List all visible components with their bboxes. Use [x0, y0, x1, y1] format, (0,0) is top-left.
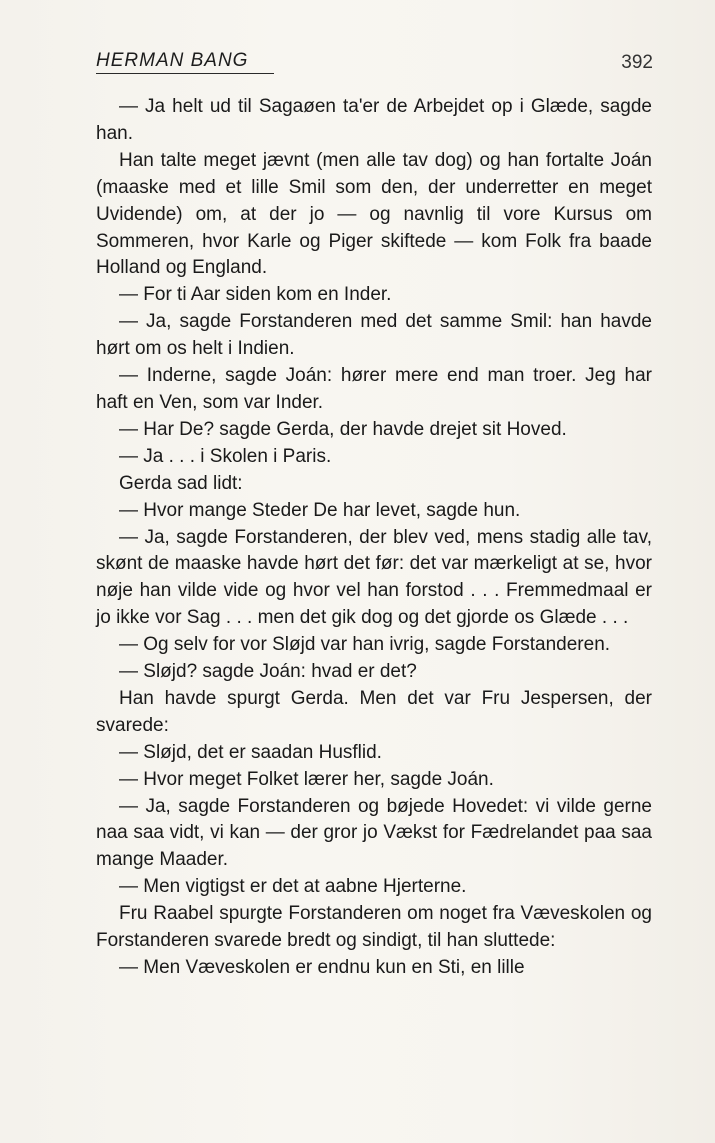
page-header — [96, 50, 653, 78]
paragraph: — Sløjd? sagde Joán: hvad er det? — [119, 661, 417, 683]
paragraph: — Ja, sagde Forstanderen med det samme Smil: han havde hørt om os helt i Indien. — [96, 311, 652, 360]
paragraph: — Ja, sagde Forstanderen og bøjede Hovedet: vi vilde gerne naa saa vidt, vi kan — der gror jo Vækst for Fædrelandet paa saa mange Maader. — [96, 795, 652, 871]
paragraph: — Har De? sagde Gerda, der havde drejet sit Hoved. — [119, 418, 567, 440]
paragraph: — Ja . . . i Skolen i Paris. — [119, 445, 332, 467]
paragraph: — Ja, sagde Forstanderen, der blev ved, mens stadig alle tav, skønt de maaske havde hørt det før: det var mærkeligt at se, hvor nøje han vilde vide og hvor vel han forstod . . . Fremmedmaal er jo ikke vor Sag . . . men det gik dog og det gjorde os Glæde . . . — [96, 526, 652, 629]
paragraph: — Men vigtigst er det at aabne Hjerterne. — [119, 876, 467, 898]
page-number: 392 — [621, 52, 653, 73]
paragraph: — Hvor mange Steder De har levet, sagde hun. — [119, 499, 521, 521]
paragraph: Han havde spurgt Gerda. Men det var Fru Jespersen, der svarede: — [96, 687, 652, 736]
paragraph: — Ja helt ud til Sagaøen ta'er de Arbejdet op i Glæde, sagde han. — [96, 96, 652, 144]
paragraph: — Sløjd, det er saadan Husflid. — [119, 741, 382, 763]
paragraph: Han talte meget jævnt (men alle tav dog) og han fortalte Joán (maaske med et lille Smil som den, der underretter en meget Uvidende) om, at der jo — og navnlig til vore Kursus om Sommeren, hvor Karle og Piger skiftede — kom Folk fra baade Holland og England. — [96, 149, 652, 279]
running-title: HERMAN BANG — [96, 50, 274, 74]
paragraph: Gerda sad lidt: — [119, 472, 243, 494]
paragraph: — Inderne, sagde Joán: hører mere end man troer. Jeg har haft en Ven, som var Inder. — [96, 365, 652, 413]
paragraph: — Hvor meget Folket lærer her, sagde Joán. — [119, 768, 494, 790]
body-text — [96, 94, 652, 982]
paragraph: Fru Raabel spurgte Forstanderen om noget fra Væveskolen og Forstanderen svarede bredt og sindigt, til han sluttede: — [96, 903, 652, 952]
paragraph: — Og selv for vor Sløjd var han ivrig, sagde Forstanderen. — [119, 634, 611, 656]
paragraph: — Men Væveskolen er endnu kun en Sti, en lille — [119, 957, 525, 978]
paragraph: — For ti Aar siden kom en Inder. — [119, 284, 392, 306]
